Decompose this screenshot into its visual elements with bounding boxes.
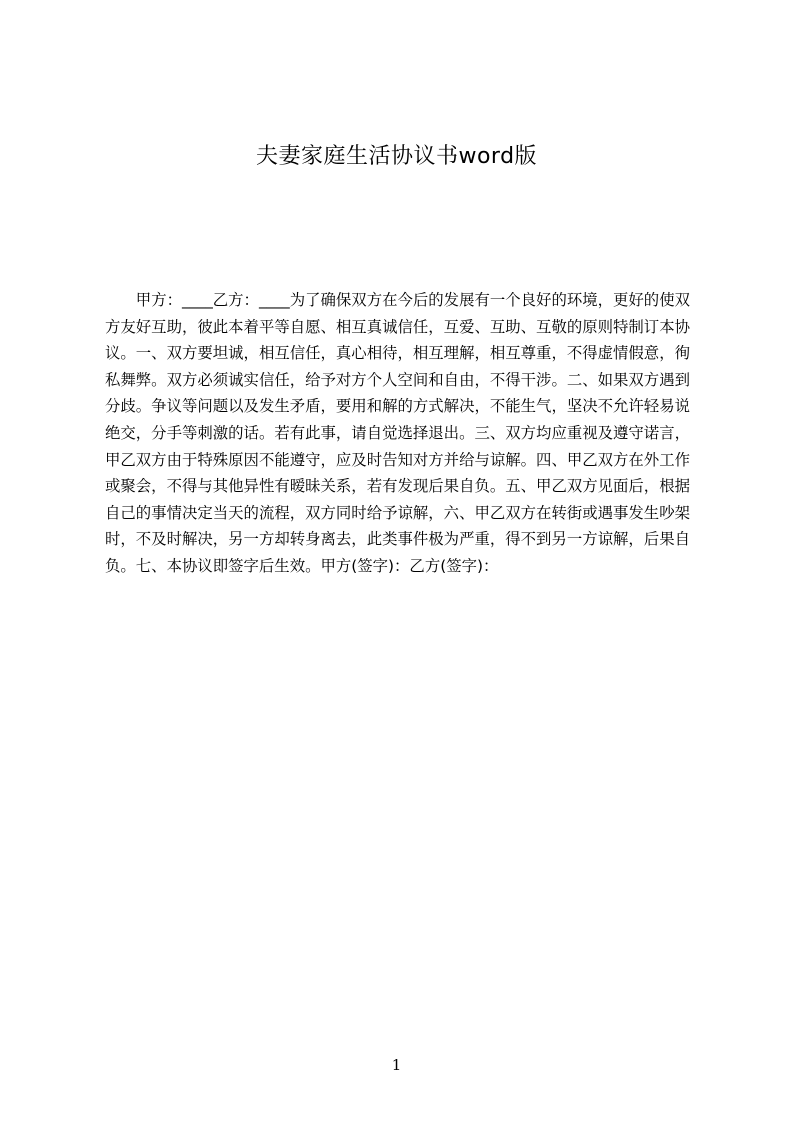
document-body: 甲方：____乙方：____为了确保双方在今后的发展有一个良好的环境，更好的使双方友好互助，彼此本着平等自愿、相互真诚信任，互爱、互助、互敬的原则特制订本协议。一、双方要坦诚，相互信任，真心相待，相互理解，相互尊重，不得虚情假意，徇私舞弊。双方必须诚实信任，给予对方个人空间和自由，不得干涉。二、如果双方遇到分歧。争议等问题以及发生矛盾，要用和解的方式解决，不能生气，坚决不允许轻易说绝交，分手等刺激的话。若有此事，请自觉选择退出。三、双方均应重视及遵守诺言，甲乙双方由于特殊原因不能遵守，应及时告知对方并给与谅解。四、甲乙双方在外工作或聚会，不得与其他异性有暧昧关系，若有发现后果自负。五、甲乙双方见面后，根据自己的事情决定当天的流程，双方同时给予谅解，六、甲乙双方在转街或遇事发生吵架时，不及时解决，另一方却转身离去，此类事件极为严重，得不到另一方谅解，后果自负。七、本协议即签字后生效。甲方(签字)：乙方(签字)： xyxy=(105,291,690,575)
page-number: 1 xyxy=(391,1056,402,1074)
document-title: 夫妻家庭生活协议书word版 xyxy=(255,144,538,169)
